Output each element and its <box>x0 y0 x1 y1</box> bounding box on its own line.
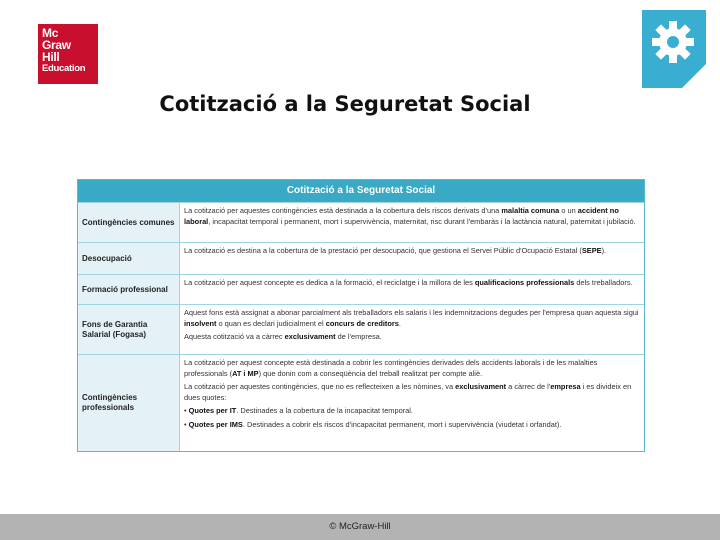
logo-line-3: Hill <box>42 50 60 64</box>
table-row <box>78 304 644 354</box>
copyright-text: © McGraw-Hill <box>329 521 391 532</box>
row-text: La cotització es destina a la cobertura de la prestació per desocupació, que gestiona el Servei Públic d'Ocupació Estatal (SEPE). <box>184 246 607 255</box>
logo-line-1: Mc <box>42 26 59 40</box>
logo-line-4: Education <box>42 63 86 74</box>
row-text: La cotització per aquestes contingències està destinada a la cobertura dels riscos derivats d'una malaltia comuna o un accident no laboral, incapacitat temporal i permanent, mort i supervivència, maternitat, risc durant l'embaràs i la lactància natural, paternitat i jubilació. <box>184 206 636 226</box>
table-header: Cotització a la Seguretat Social <box>78 180 644 202</box>
table-row <box>78 274 644 304</box>
table-row <box>78 202 644 242</box>
row-label: Formació professional <box>78 275 180 304</box>
row-text: Aquest fons està assignat a abonar parcialment als treballadors els salaris i les indemnitzacions degudes per l'empresa quan aquesta sigui insolvent o quan es declari judicialment el concurs de creditors. Aquesta cotització va a càrrec exclusivament de l'empresa. <box>184 308 639 341</box>
row-text: La cotització per aquest concepte està destinada a cobrir les contingències derivades dels accidents laborals i de les malalties professionals (AT i MP) que donin com a conseqüència del treball realitzat per compte aliè. La cotització per aquestes contingències, que no es reflecteixen a les nòmines, va exclusivament a càrrec de l'empresa i es divideix en dues quotes: • Quotes per IT. Destinades a la cobertura de la incapacitat temporal. • Quotes per IMS. Destinades a cobrir els riscos d'incapacitat permanent, mort i supervivència (viudetat i orfandat). <box>184 358 632 429</box>
table-row <box>78 242 644 274</box>
footer-bar <box>0 514 720 540</box>
contributions-table <box>77 179 645 452</box>
row-text: La cotització per aquest concepte es dedica a la formació, el reciclatge i la millora de les qualificacions professionals dels treballadors. <box>184 278 633 287</box>
logo-line-2: Graw <box>42 38 71 52</box>
table-row <box>78 354 644 451</box>
page-title: Cotització a la Seguretat Social <box>159 92 531 116</box>
row-label: Contingències professionals <box>78 355 180 451</box>
row-label: Fons de Garantia Salarial (Fogasa) <box>78 305 180 354</box>
row-label: Desocupació <box>78 243 180 274</box>
row-label: Contingències comunes <box>78 203 180 242</box>
gear-icon <box>642 10 706 88</box>
mcgraw-hill-logo <box>38 24 98 84</box>
